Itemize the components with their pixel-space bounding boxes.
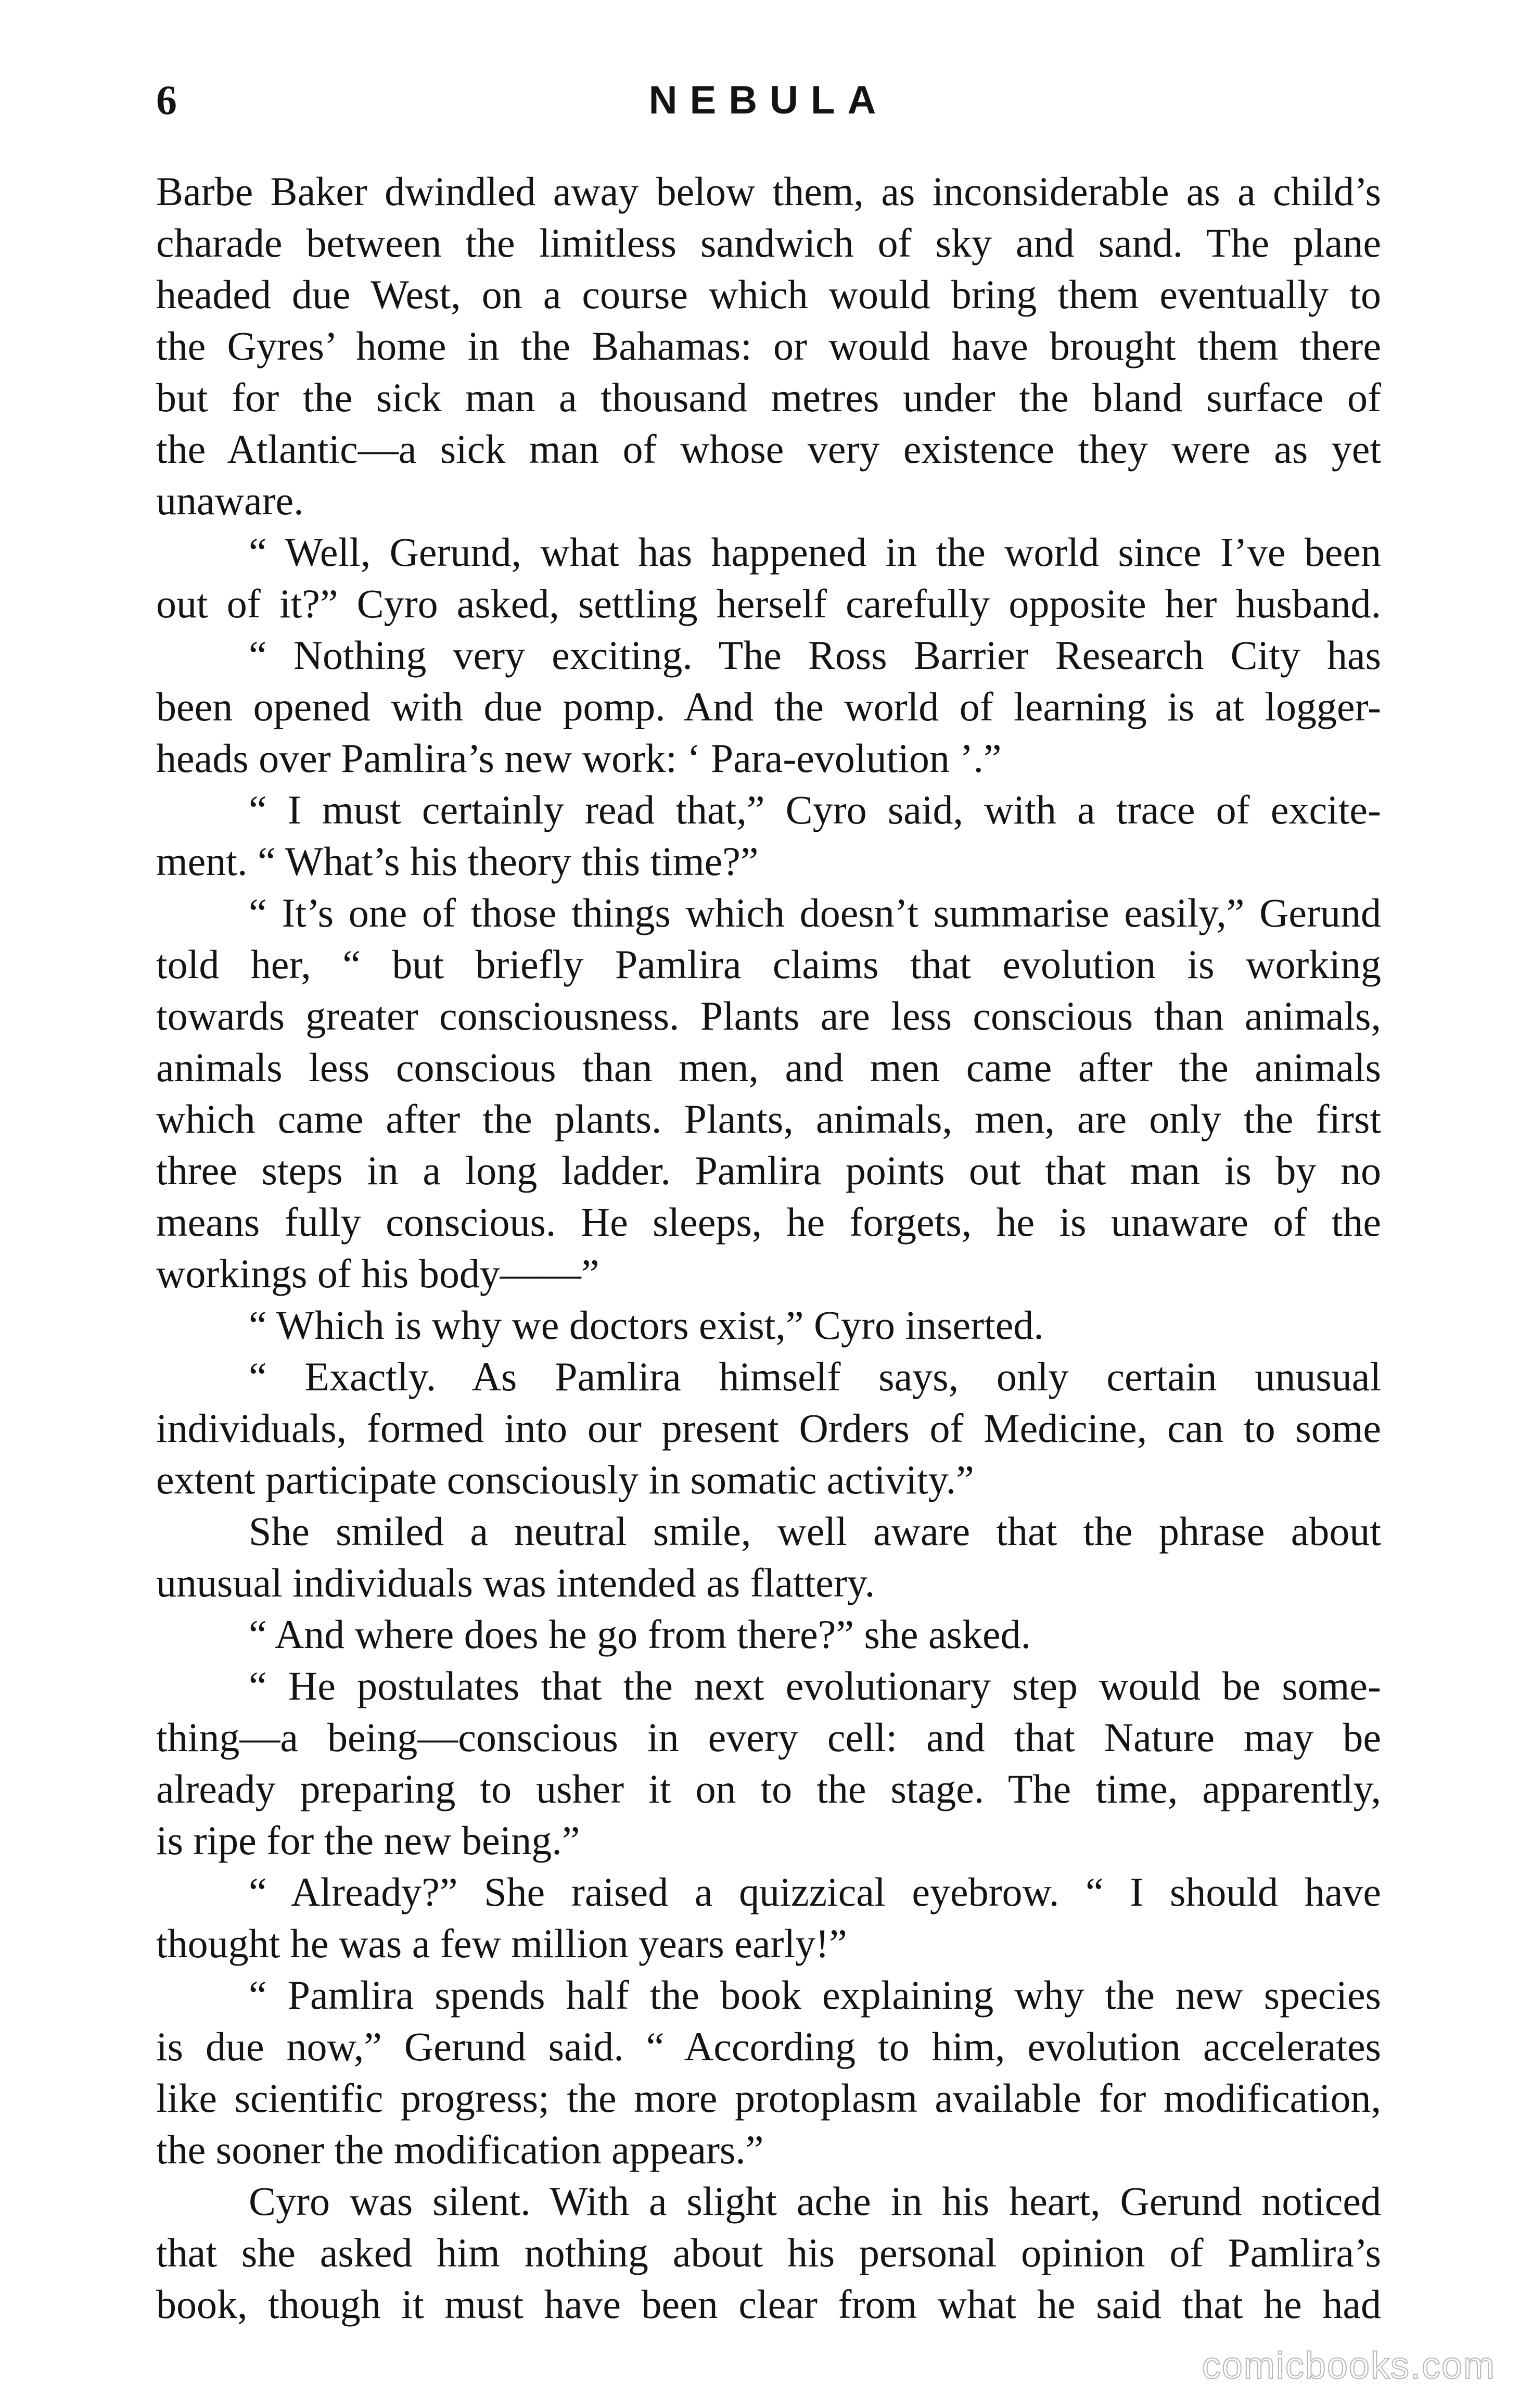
text-line: “ And where does he go from there?” she asked.: [249, 1612, 1031, 1657]
text-line: thing—a being—conscious in every cell: and that Nature may be: [156, 1715, 1381, 1760]
text-line: means fully conscious. He sleeps, he forgets, he is unaware of the: [156, 1199, 1381, 1245]
text-line: is due now,” Gerund said. “ According to him, evolution accelerates: [156, 2024, 1381, 2069]
text-line: already preparing to usher it on to the stage. The time, apparently,: [156, 1766, 1381, 1811]
text-line: “ Nothing very exciting. The Ross Barrier Research City has: [249, 632, 1381, 678]
text-line: “ Exactly. As Pamlira himself says, only certain unusual: [249, 1354, 1381, 1399]
text-line: unaware.: [156, 478, 304, 523]
text-line: Cyro was silent. With a slight ache in his heart, Gerund noticed: [249, 2178, 1381, 2224]
text-line: Barbe Baker dwindled away below them, as inconsiderable as a child’s: [156, 169, 1381, 214]
page-header: [156, 72, 1381, 129]
text-line: “ He postulates that the next evolutionary step would be some-: [249, 1663, 1381, 1708]
text-line: but for the sick man a thousand metres under the bland surface of: [156, 375, 1381, 420]
text-line: thought he was a few million years early!”: [156, 1921, 847, 1966]
text-line: ment. “ What’s his theory this time?”: [156, 839, 759, 884]
text-line: which came after the plants. Plants, animals, men, are only the first: [156, 1096, 1381, 1142]
watermark: comicbooks.com: [1202, 2345, 1496, 2387]
text-line: that she asked him nothing about his personal opinion of Pamlira’s: [156, 2230, 1381, 2275]
text-line: heads over Pamlira’s new work: ‘ Para-evolution ’.”: [156, 736, 1002, 781]
text-line: extent participate consciously in somatic activity.”: [156, 1457, 974, 1502]
text-line: the Atlantic—a sick man of whose very existence they were as yet: [156, 426, 1381, 472]
text-line: book, though it must have been clear from what he said that he had: [156, 2282, 1381, 2327]
text-line: is ripe for the new being.”: [156, 1818, 580, 1863]
text-line: “ I must certainly read that,” Cyro said, with a trace of excite-: [249, 787, 1381, 832]
text-line: workings of his body——”: [156, 1251, 599, 1296]
text-line: charade between the limitless sandwich of sky and sand. The plane: [156, 220, 1381, 265]
page-number: 6: [156, 78, 177, 123]
text-line: the Gyres’ home in the Bahamas: or would have brought them there: [156, 323, 1381, 369]
text-line: told her, “ but briefly Pamlira claims that evolution is working: [156, 942, 1381, 987]
text-line: unusual individuals was intended as flattery.: [156, 1560, 875, 1605]
text-line: “ It’s one of those things which doesn’t summarise easily,” Gerund: [249, 890, 1381, 935]
text-line: “ Which is why we doctors exist,” Cyro inserted.: [249, 1302, 1044, 1348]
text-line: animals less conscious than men, and men came after the animals: [156, 1045, 1381, 1090]
text-line: “ Pamlira spends half the book explaining why the new species: [249, 1972, 1381, 2018]
text-line: like scientific progress; the more protoplasm available for modification,: [156, 2075, 1381, 2121]
text-line: towards greater consciousness. Plants are less conscious than animals,: [156, 993, 1381, 1038]
text-line: headed due West, on a course which would bring them eventually to: [156, 272, 1381, 317]
text-line: “ Well, Gerund, what has happened in the world since I’ve been: [249, 529, 1381, 575]
text-line: out of it?” Cyro asked, settling herself carefully opposite her husband.: [156, 581, 1381, 626]
text-line: the sooner the modification appears.”: [156, 2127, 764, 2172]
text-line: been opened with due pomp. And the world of learning is at logger-: [156, 684, 1381, 729]
text-line: three steps in a long ladder. Pamlira points out that man is by no: [156, 1148, 1381, 1193]
running-title: NEBULA: [648, 78, 889, 122]
body-text: [156, 166, 1381, 2330]
text-line: individuals, formed into our present Orders of Medicine, can to some: [156, 1405, 1381, 1451]
text-line: “ Already?” She raised a quizzical eyebrow. “ I should have: [249, 1869, 1381, 1915]
text-line: She smiled a neutral smile, well aware that the phrase about: [249, 1509, 1381, 1554]
